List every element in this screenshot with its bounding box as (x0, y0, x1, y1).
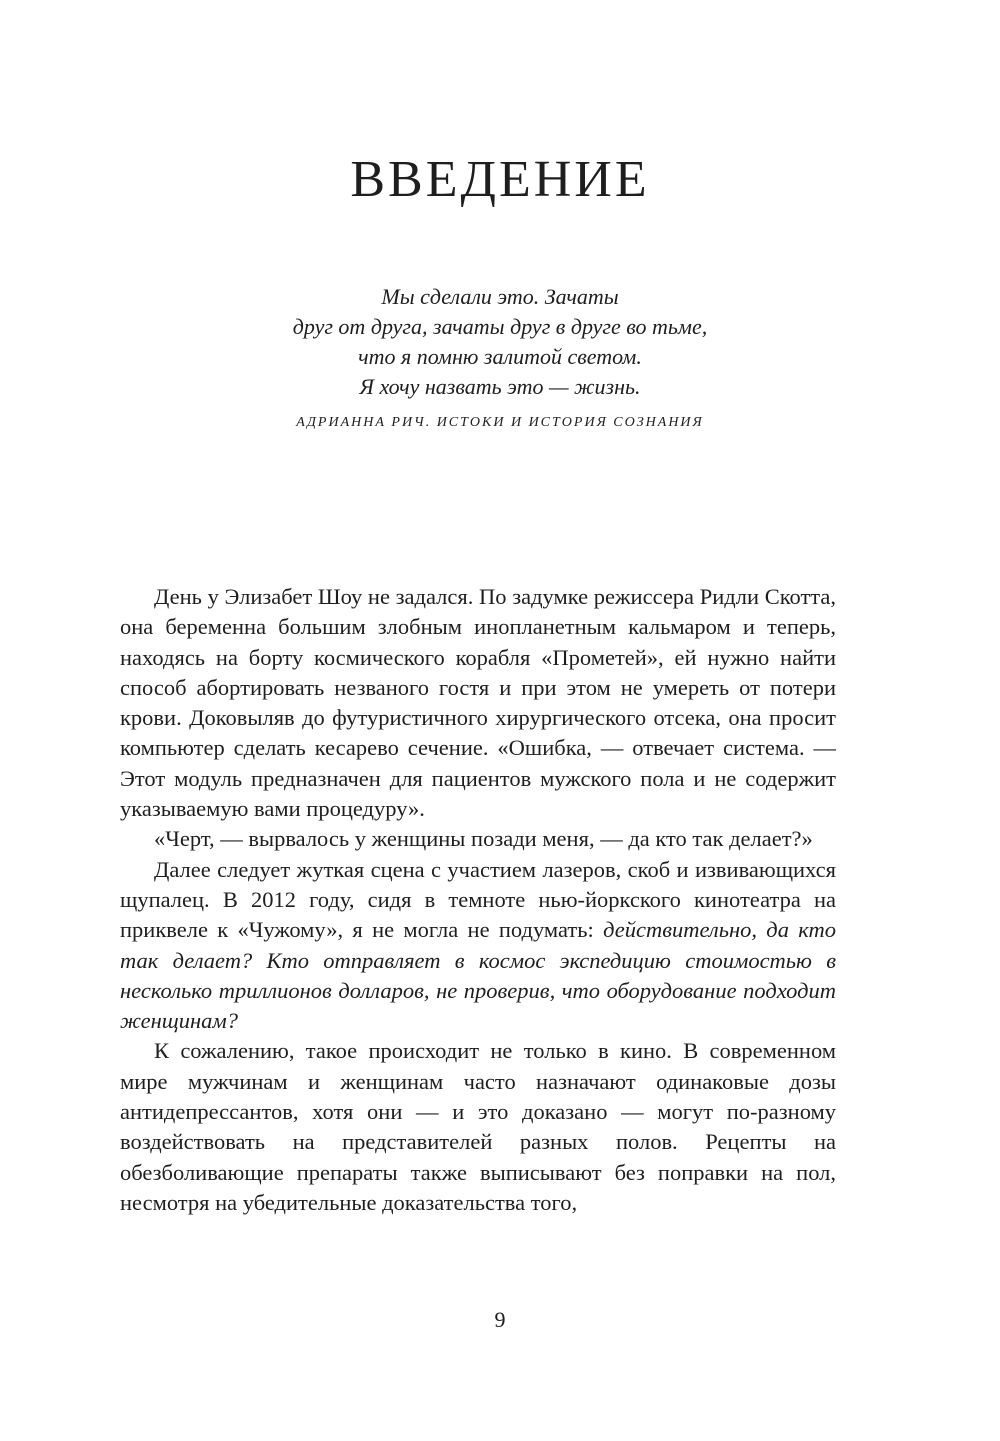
body-paragraph (120, 582, 836, 824)
epigraph (0, 282, 1000, 433)
paragraph-italic-text: действительно, да кто так делает? Кто отправляет в космос экспедицию стоимостью в несколько триллионов долларов, не проверив, что оборудование подходит женщинам? (120, 917, 836, 1034)
body-paragraph (120, 1036, 836, 1218)
paragraph-text: День у Элизабет Шоу не задался. По задумке режиссера Ридли Скотта, она беременна большим злобным инопланетным кальмаром и теперь, находясь на борту космического корабля «Прометей», ей нужно найти способ абортировать незваного гостя и при этом не умереть от потери крови. Доковыляв до футуристичного хирургического отсека, она просит компьютер сделать кесарево сечение. «Ошибка, — отвечает система. — Этот модуль предназначен для пациентов мужского пола и не содержит указываемую вами процедуру». (120, 584, 836, 822)
paragraph-text: «Черт, — вырвалось у женщины позади меня, — да кто так делает?» (154, 826, 813, 852)
epigraph-attribution: АДРИАННА РИЧ. ИСТОКИ И ИСТОРИЯ СОЗНАНИЯ (296, 415, 704, 430)
epigraph-line: друг от друга, зачаты друг в друге во тьме, (292, 314, 708, 339)
epigraph-line: что я помню залитой светом. (358, 344, 642, 369)
body-text (120, 582, 836, 1218)
epigraph-line: Мы сделали это. Зачаты (381, 284, 619, 309)
body-paragraph (120, 855, 836, 1037)
paragraph-text: Далее следует жуткая сцена с участием лазеров, скоб и извивающихся щупалец. В 2012 году, сидя в темноте нью-йоркского кинотеатра на приквеле к «Чужому», я не могла не подумать: (120, 856, 836, 943)
chapter-title: ВВЕДЕНИЕ (350, 151, 650, 208)
paragraph-text: К сожалению, такое происходит не только в кино. В современном мире мужчинам и женщинам часто назначают одинаковые дозы антидепрессантов, хотя они — и это доказано — могут по-разному воздействовать на представителей разных полов. Рецепты на обезболивающие препараты также выписывают без поправки на пол, несмотря на убедительные доказательства того, (120, 1038, 836, 1215)
page-number: 9 (494, 1307, 506, 1332)
epigraph-line: Я хочу назвать это — жизнь. (359, 374, 641, 399)
body-paragraph (120, 824, 836, 854)
